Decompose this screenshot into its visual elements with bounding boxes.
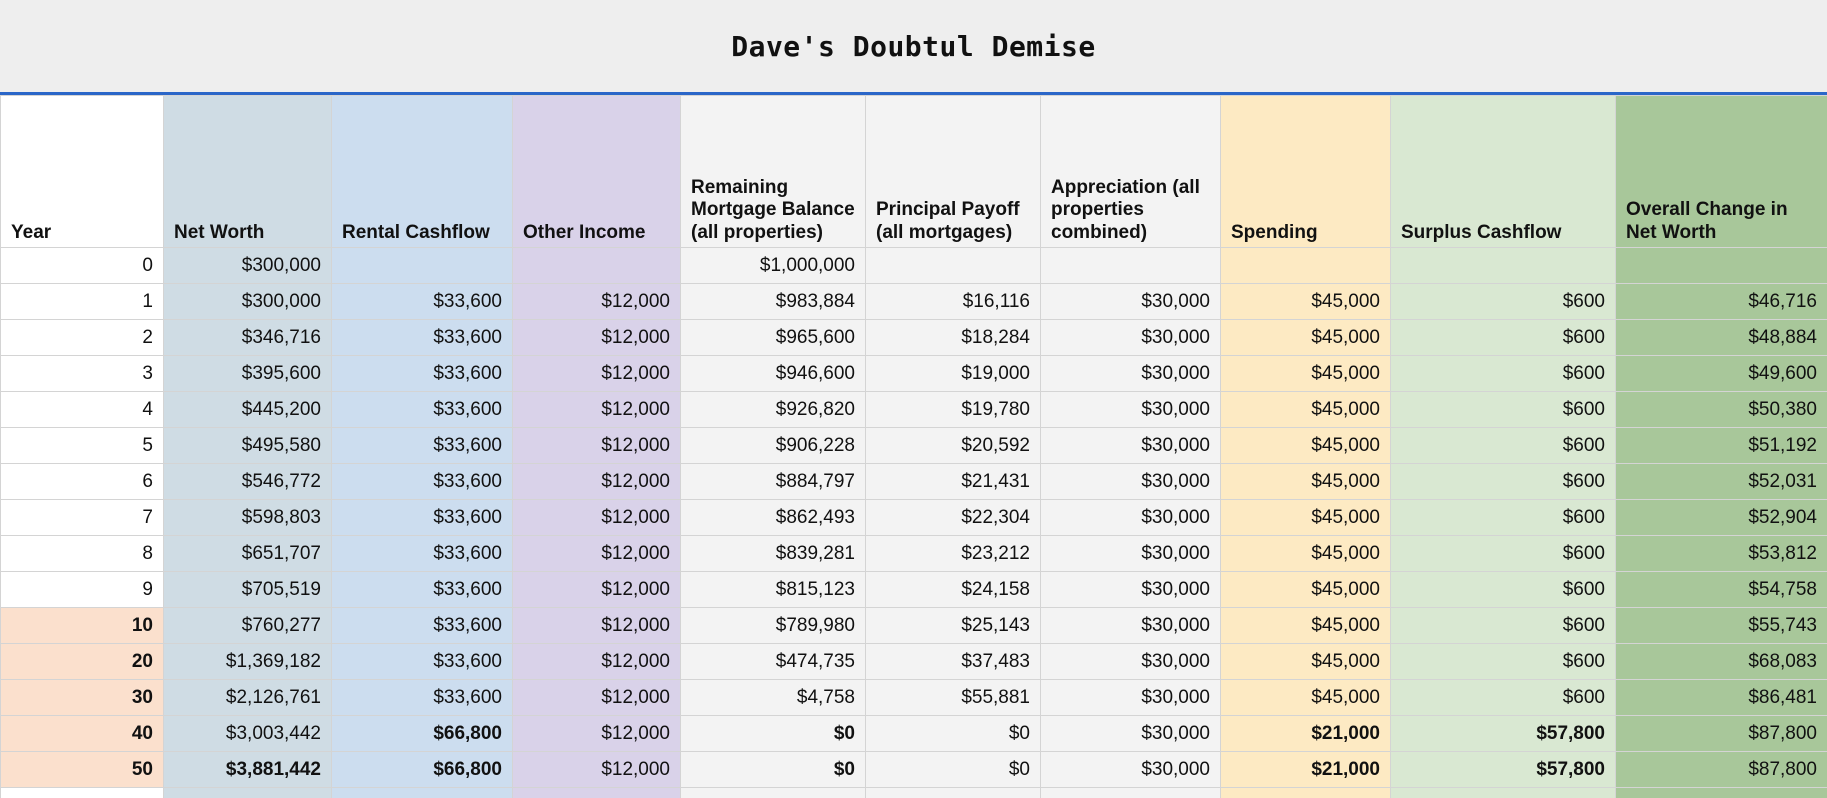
table-body [1, 248, 1827, 788]
cell-spending[interactable]: $45,000 [1221, 572, 1391, 608]
cell-surplus-cashflow[interactable]: $600 [1391, 644, 1616, 680]
cell-spending[interactable]: $45,000 [1221, 356, 1391, 392]
cell-principal-payoff[interactable]: $25,143 [866, 608, 1041, 644]
cell-overall-change[interactable]: $51,192 [1616, 428, 1827, 464]
cell-surplus-cashflow[interactable]: $600 [1391, 680, 1616, 716]
cell-year[interactable]: 5 [1, 428, 164, 464]
cell-year[interactable]: 3 [1, 356, 164, 392]
cell-net-worth[interactable]: $546,772 [164, 464, 332, 500]
cell-net-worth[interactable]: $495,580 [164, 428, 332, 464]
cell-appreciation[interactable]: $30,000 [1041, 536, 1221, 572]
cell-spending[interactable] [1221, 248, 1391, 284]
cell-year[interactable]: 30 [1, 680, 164, 716]
cell-other-income[interactable]: $12,000 [513, 680, 681, 716]
cell-appreciation[interactable]: $30,000 [1041, 644, 1221, 680]
cell-overall-change[interactable]: $52,031 [1616, 464, 1827, 500]
cell-principal-payoff[interactable] [866, 248, 1041, 284]
footer-cell-mortgage [681, 788, 866, 798]
cell-remaining-mortgage[interactable]: $815,123 [681, 572, 866, 608]
cell-net-worth[interactable]: $651,707 [164, 536, 332, 572]
cell-year[interactable]: 2 [1, 320, 164, 356]
cell-spending[interactable]: $45,000 [1221, 392, 1391, 428]
cell-year[interactable]: 0 [1, 248, 164, 284]
cell-principal-payoff[interactable]: $19,000 [866, 356, 1041, 392]
column-header-principal-payoff[interactable]: Principal Payoff (all mortgages) [866, 96, 1041, 248]
cell-net-worth[interactable]: $395,600 [164, 356, 332, 392]
cell-rental-cashflow[interactable]: $33,600 [332, 428, 513, 464]
cell-spending[interactable]: $45,000 [1221, 500, 1391, 536]
cell-rental-cashflow[interactable]: $33,600 [332, 500, 513, 536]
cell-overall-change[interactable]: $52,904 [1616, 500, 1827, 536]
table-footer [1, 788, 1827, 798]
column-header-other-income[interactable]: Other Income [513, 96, 681, 248]
cell-overall-change[interactable]: $46,716 [1616, 284, 1827, 320]
column-header-overall-change[interactable]: Overall Change in Net Worth [1616, 96, 1827, 248]
cell-principal-payoff[interactable]: $22,304 [866, 500, 1041, 536]
cell-other-income[interactable]: $12,000 [513, 284, 681, 320]
cell-remaining-mortgage[interactable]: $0 [681, 716, 866, 752]
cell-net-worth[interactable]: $346,716 [164, 320, 332, 356]
cell-overall-change[interactable]: $54,758 [1616, 572, 1827, 608]
cell-surplus-cashflow[interactable]: $600 [1391, 428, 1616, 464]
cell-spending[interactable]: $45,000 [1221, 284, 1391, 320]
cell-overall-change[interactable]: $48,884 [1616, 320, 1827, 356]
cell-principal-payoff[interactable]: $55,881 [866, 680, 1041, 716]
cell-net-worth[interactable]: $300,000 [164, 248, 332, 284]
cell-overall-change[interactable]: $87,800 [1616, 752, 1827, 788]
cell-rental-cashflow[interactable]: $33,600 [332, 284, 513, 320]
cell-other-income[interactable]: $12,000 [513, 428, 681, 464]
page-title: Dave's Doubtul Demise [731, 29, 1096, 63]
cell-appreciation[interactable]: $30,000 [1041, 284, 1221, 320]
table-row [1, 608, 1827, 644]
cell-other-income[interactable]: $12,000 [513, 392, 681, 428]
cell-remaining-mortgage[interactable]: $884,797 [681, 464, 866, 500]
cell-year[interactable]: 4 [1, 392, 164, 428]
cell-surplus-cashflow[interactable]: $600 [1391, 608, 1616, 644]
table-row [1, 356, 1827, 392]
cell-principal-payoff[interactable]: $20,592 [866, 428, 1041, 464]
cell-appreciation[interactable]: $30,000 [1041, 752, 1221, 788]
cell-remaining-mortgage[interactable]: $1,000,000 [681, 248, 866, 284]
cell-principal-payoff[interactable]: $19,780 [866, 392, 1041, 428]
footer-cell-net-worth [164, 788, 332, 798]
column-header-year[interactable]: Year [1, 96, 164, 248]
cell-appreciation[interactable]: $30,000 [1041, 608, 1221, 644]
cell-net-worth[interactable]: $598,803 [164, 500, 332, 536]
cell-rental-cashflow[interactable] [332, 248, 513, 284]
cell-spending[interactable]: $21,000 [1221, 716, 1391, 752]
cell-surplus-cashflow[interactable]: $600 [1391, 356, 1616, 392]
column-header-net-worth[interactable]: Net Worth [164, 96, 332, 248]
cell-overall-change[interactable]: $53,812 [1616, 536, 1827, 572]
cell-year[interactable]: 1 [1, 284, 164, 320]
cell-year[interactable]: 50 [1, 752, 164, 788]
cell-rental-cashflow[interactable]: $33,600 [332, 644, 513, 680]
table-row [1, 716, 1827, 752]
cell-net-worth[interactable]: $300,000 [164, 284, 332, 320]
cell-rental-cashflow[interactable]: $33,600 [332, 392, 513, 428]
cell-rental-cashflow[interactable]: $33,600 [332, 680, 513, 716]
cell-surplus-cashflow[interactable]: $600 [1391, 464, 1616, 500]
footer-cell-year [1, 788, 164, 798]
table-row [1, 464, 1827, 500]
cell-overall-change[interactable]: $87,800 [1616, 716, 1827, 752]
cell-principal-payoff[interactable]: $24,158 [866, 572, 1041, 608]
table-row [1, 644, 1827, 680]
column-header-remaining-mortgage[interactable]: Remaining Mortgage Balance (all properties) [681, 96, 866, 248]
cell-principal-payoff[interactable]: $0 [866, 716, 1041, 752]
cell-remaining-mortgage[interactable]: $0 [681, 752, 866, 788]
cell-surplus-cashflow[interactable] [1391, 248, 1616, 284]
cell-surplus-cashflow[interactable]: $57,800 [1391, 716, 1616, 752]
table-row [1, 500, 1827, 536]
table-row [1, 752, 1827, 788]
footer-cell-other [513, 788, 681, 798]
column-header-rental-cashflow[interactable]: Rental Cashflow [332, 96, 513, 248]
cell-spending[interactable]: $45,000 [1221, 464, 1391, 500]
cell-rental-cashflow[interactable]: $33,600 [332, 320, 513, 356]
cell-principal-payoff[interactable]: $16,116 [866, 284, 1041, 320]
cell-appreciation[interactable] [1041, 248, 1221, 284]
cell-surplus-cashflow[interactable]: $600 [1391, 284, 1616, 320]
cell-surplus-cashflow[interactable]: $600 [1391, 320, 1616, 356]
cell-remaining-mortgage[interactable]: $4,758 [681, 680, 866, 716]
cell-principal-payoff[interactable]: $21,431 [866, 464, 1041, 500]
title-bar [0, 0, 1827, 95]
cell-rental-cashflow[interactable]: $33,600 [332, 608, 513, 644]
cell-other-income[interactable]: $12,000 [513, 320, 681, 356]
cell-rental-cashflow[interactable]: $66,800 [332, 716, 513, 752]
cell-other-income[interactable]: $12,000 [513, 752, 681, 788]
cell-overall-change[interactable]: $86,481 [1616, 680, 1827, 716]
cell-spending[interactable]: $45,000 [1221, 644, 1391, 680]
footer-cell-apprec [1041, 788, 1221, 798]
cell-other-income[interactable] [513, 248, 681, 284]
footer-cell-principal [866, 788, 1041, 798]
cell-overall-change[interactable]: $68,083 [1616, 644, 1827, 680]
cell-surplus-cashflow[interactable]: $600 [1391, 572, 1616, 608]
cell-net-worth[interactable]: $705,519 [164, 572, 332, 608]
cell-appreciation[interactable]: $30,000 [1041, 320, 1221, 356]
cell-other-income[interactable]: $12,000 [513, 536, 681, 572]
cell-principal-payoff[interactable]: $37,483 [866, 644, 1041, 680]
cell-surplus-cashflow[interactable]: $600 [1391, 536, 1616, 572]
cell-year[interactable]: 7 [1, 500, 164, 536]
cell-remaining-mortgage[interactable]: $474,735 [681, 644, 866, 680]
cell-remaining-mortgage[interactable]: $926,820 [681, 392, 866, 428]
cell-overall-change[interactable] [1616, 248, 1827, 284]
cell-spending[interactable]: $21,000 [1221, 752, 1391, 788]
cell-rental-cashflow[interactable]: $33,600 [332, 464, 513, 500]
table-row [1, 284, 1827, 320]
cell-appreciation[interactable]: $30,000 [1041, 680, 1221, 716]
cell-year[interactable]: 6 [1, 464, 164, 500]
table-row [1, 248, 1827, 284]
column-header-appreciation[interactable]: Appreciation (all properties combined) [1041, 96, 1221, 248]
cell-other-income[interactable]: $12,000 [513, 572, 681, 608]
cell-year[interactable]: 9 [1, 572, 164, 608]
cell-appreciation[interactable]: $30,000 [1041, 716, 1221, 752]
column-header-spending[interactable]: Spending [1221, 96, 1391, 248]
table-row [1, 392, 1827, 428]
cell-overall-change[interactable]: $49,600 [1616, 356, 1827, 392]
cell-year[interactable]: 10 [1, 608, 164, 644]
cell-net-worth[interactable]: $760,277 [164, 608, 332, 644]
cell-appreciation[interactable]: $30,000 [1041, 356, 1221, 392]
cell-remaining-mortgage[interactable]: $946,600 [681, 356, 866, 392]
cell-rental-cashflow[interactable]: $66,800 [332, 752, 513, 788]
cell-other-income[interactable]: $12,000 [513, 644, 681, 680]
cell-surplus-cashflow[interactable]: $57,800 [1391, 752, 1616, 788]
table-row [1, 536, 1827, 572]
cell-remaining-mortgage[interactable]: $983,884 [681, 284, 866, 320]
cell-net-worth[interactable]: $445,200 [164, 392, 332, 428]
cell-spending[interactable]: $45,000 [1221, 608, 1391, 644]
cell-net-worth[interactable]: $3,881,442 [164, 752, 332, 788]
cell-other-income[interactable]: $12,000 [513, 464, 681, 500]
cell-overall-change[interactable]: $50,380 [1616, 392, 1827, 428]
table-row [1, 572, 1827, 608]
table-row [1, 320, 1827, 356]
cell-net-worth[interactable]: $1,369,182 [164, 644, 332, 680]
footer-cell-rental [332, 788, 513, 798]
cell-other-income[interactable]: $12,000 [513, 500, 681, 536]
cell-appreciation[interactable]: $30,000 [1041, 428, 1221, 464]
financial-projection-table [0, 95, 1827, 798]
cell-rental-cashflow[interactable]: $33,600 [332, 356, 513, 392]
cell-remaining-mortgage[interactable]: $839,281 [681, 536, 866, 572]
cell-other-income[interactable]: $12,000 [513, 608, 681, 644]
cell-remaining-mortgage[interactable]: $862,493 [681, 500, 866, 536]
cell-overall-change[interactable]: $55,743 [1616, 608, 1827, 644]
table-row [1, 680, 1827, 716]
table-row [1, 428, 1827, 464]
cell-appreciation[interactable]: $30,000 [1041, 572, 1221, 608]
table-header-row [1, 96, 1827, 248]
cell-principal-payoff[interactable]: $18,284 [866, 320, 1041, 356]
cell-remaining-mortgage[interactable]: $965,600 [681, 320, 866, 356]
cell-spending[interactable]: $45,000 [1221, 428, 1391, 464]
cell-rental-cashflow[interactable]: $33,600 [332, 536, 513, 572]
cell-remaining-mortgage[interactable]: $789,980 [681, 608, 866, 644]
cell-year[interactable]: 20 [1, 644, 164, 680]
footer-cell-spending [1221, 788, 1391, 798]
cell-remaining-mortgage[interactable]: $906,228 [681, 428, 866, 464]
cell-appreciation[interactable]: $30,000 [1041, 500, 1221, 536]
cell-spending[interactable]: $45,000 [1221, 320, 1391, 356]
column-header-surplus-cashflow[interactable]: Surplus Cashflow [1391, 96, 1616, 248]
cell-net-worth[interactable]: $2,126,761 [164, 680, 332, 716]
cell-spending[interactable]: $45,000 [1221, 536, 1391, 572]
cell-principal-payoff[interactable]: $0 [866, 752, 1041, 788]
cell-appreciation[interactable]: $30,000 [1041, 464, 1221, 500]
cell-spending[interactable]: $45,000 [1221, 680, 1391, 716]
cell-appreciation[interactable]: $30,000 [1041, 392, 1221, 428]
cell-principal-payoff[interactable]: $23,212 [866, 536, 1041, 572]
cell-net-worth[interactable]: $3,003,442 [164, 716, 332, 752]
footer-cell-surplus [1391, 788, 1616, 798]
cell-year[interactable]: 8 [1, 536, 164, 572]
cell-surplus-cashflow[interactable]: $600 [1391, 392, 1616, 428]
cell-year[interactable]: 40 [1, 716, 164, 752]
cell-other-income[interactable]: $12,000 [513, 356, 681, 392]
cell-other-income[interactable]: $12,000 [513, 716, 681, 752]
cell-rental-cashflow[interactable]: $33,600 [332, 572, 513, 608]
cell-surplus-cashflow[interactable]: $600 [1391, 500, 1616, 536]
footer-cell-overall [1616, 788, 1827, 798]
